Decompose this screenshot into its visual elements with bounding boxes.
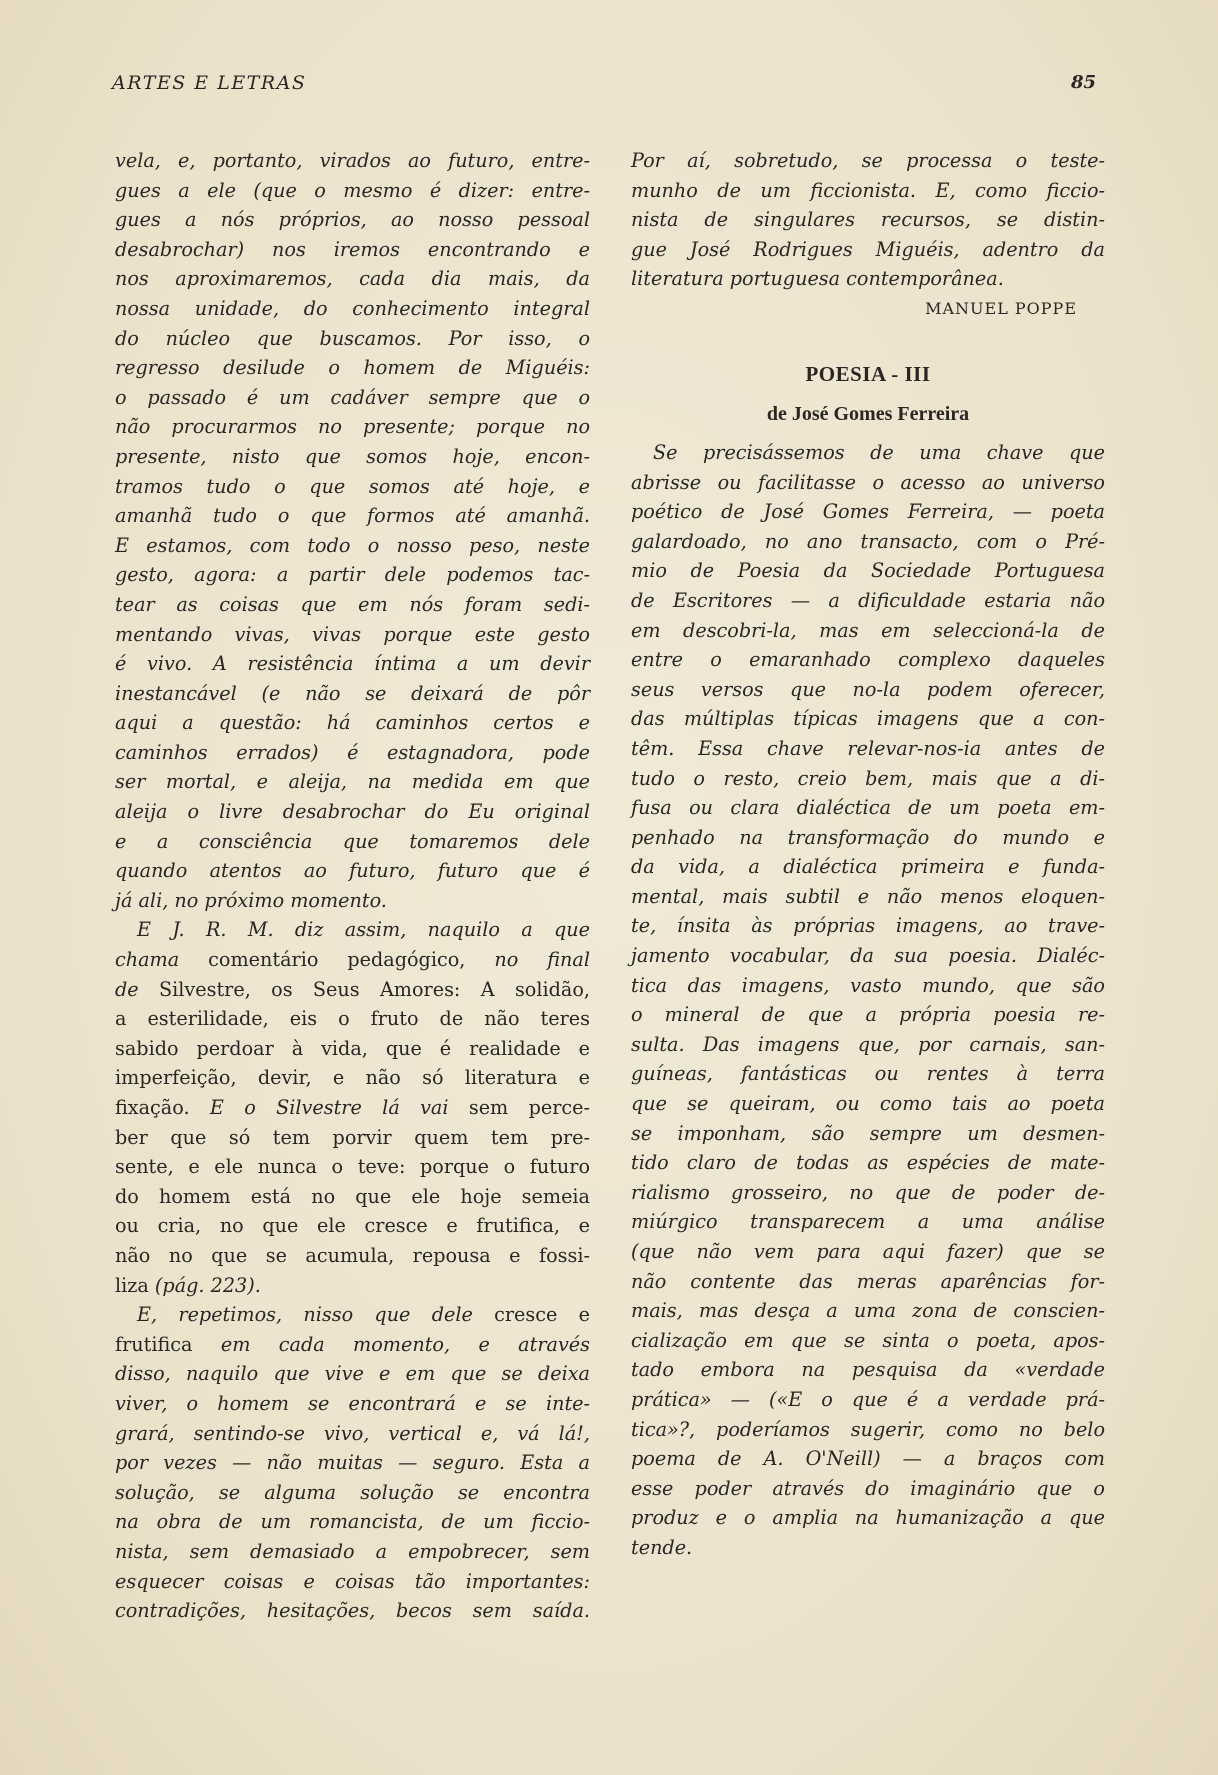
text-line: do homem está no que ele hoje semeia: [115, 1184, 590, 1208]
text-line: tica das imagens, vasto mundo, que são: [631, 973, 1105, 997]
text-line: poema de A. O'Neill) — a braços com: [631, 1447, 1105, 1471]
text-line: [115, 1300, 590, 1330]
text-line: gues a nós próprios, ao nosso pessoal: [115, 208, 590, 232]
text-line: mentando vivas, vivas porque este gesto: [115, 622, 590, 646]
text-line: de Escritores — a dificuldade estaria não: [631, 588, 1105, 612]
section-title: POESIA - III: [805, 361, 931, 386]
right-paragraph-2: [631, 438, 1105, 1563]
section-byline: de José Gomes Ferreira: [766, 402, 970, 425]
text-line: têm. Essa chave relevar-nos-ia antes de: [631, 736, 1105, 760]
text-line: o passado é um cadáver sempre que o: [115, 385, 590, 409]
text-line: nista, sem demasiado a empobrecer, sem: [115, 1539, 590, 1563]
text-line: amanhã tudo o que formos até amanhã.: [115, 504, 590, 528]
text-line: imperfeição, devir, e não só literatura e: [115, 1066, 590, 1090]
text-line: poético de José Gomes Ferreira, — poeta: [631, 500, 1105, 524]
text-line: nista de singulares recursos, se distin-: [631, 208, 1105, 232]
text-line: [115, 975, 590, 1005]
text-line: não procurarmos no presente; porque no: [115, 415, 590, 439]
text-line: já ali, no próximo momento.: [115, 888, 387, 912]
text-line: guíneas, fantásticas ou rentes à terra: [631, 1062, 1105, 1086]
text-line: tado embora na pesquisa da «verdade: [631, 1358, 1105, 1382]
text-run: comentário pedagógico,: [179, 948, 466, 972]
text-line: abrisse ou facilitasse o acesso ao universo: [631, 470, 1105, 494]
text-line: tramos tudo o que somos até hoje, e: [115, 474, 590, 498]
text-line: ou cria, no que ele cresce e frutifica, e: [115, 1214, 590, 1238]
text-run: de: [115, 977, 139, 1001]
text-line: solução, se alguma solução se encontra: [115, 1480, 590, 1504]
text-line: disso, naquilo que vive e em que se deixa: [115, 1362, 590, 1386]
text-line: regresso desilude o homem de Miguéis:: [115, 356, 590, 380]
left-column: [115, 146, 590, 1626]
text-line: tica»?, poderíamos sugerir, como no belo: [631, 1417, 1105, 1441]
text-line: produz e o amplia na humanização a que: [631, 1506, 1105, 1530]
text-line: e a consciência que tomaremos dele: [115, 829, 590, 853]
text-line: grará, sentindo-se vivo, vertical e, vá lá!,: [115, 1421, 590, 1445]
text-line: em descobri-la, mas em seleccioná-la de: [631, 618, 1105, 642]
text-line: [115, 1271, 590, 1301]
text-line: [115, 945, 590, 975]
text-line: que se queiram, ou como tais ao poeta: [631, 1092, 1105, 1116]
text-line: caminhos errados) é estagnadora, pode: [115, 740, 590, 764]
text-line: te, ínsita às próprias imagens, ao trave-: [631, 914, 1105, 938]
text-line: gesto, agora: a partir dele podemos tac-: [115, 563, 590, 587]
text-line: sente, e ele nunca o teve: porque o futuro: [115, 1155, 590, 1179]
text-line: se imponham, são sempre um desmen-: [631, 1121, 1105, 1145]
text-line: ser mortal, e aleija, na medida em que: [115, 770, 590, 794]
text-line: aqui a questão: há caminhos certos e: [115, 711, 590, 735]
text-line: entre o emaranhado complexo daqueles: [631, 648, 1105, 672]
text-run: sem perce-: [448, 1096, 590, 1119]
text-line: aleija o livre desabrochar do Eu original: [115, 800, 590, 824]
text-line: das múltiplas típicas imagens que a con-: [631, 707, 1105, 731]
text-line: quando atentos ao futuro, futuro que é: [115, 859, 590, 883]
left-paragraph-1: [115, 146, 590, 915]
left-paragraph-2: [115, 915, 590, 1300]
text-run: frutifica: [115, 1332, 193, 1356]
text-line: galardoado, no ano transacto, com o Pré-: [631, 529, 1105, 553]
text-line: mental, mais subtil e não menos eloquen-: [631, 884, 1105, 908]
author-signature: MANUEL POPPE: [925, 298, 1077, 318]
text-line: mais, mas desça a uma zona de conscien-: [631, 1299, 1105, 1323]
text-line: esse poder através do imaginário que o: [631, 1476, 1105, 1500]
text-line: tear as coisas que em nós foram sedi-: [115, 592, 590, 616]
text-run: cresce e: [472, 1303, 590, 1327]
left-paragraph-3: [115, 1300, 590, 1626]
text-run: liza: [115, 1273, 149, 1297]
text-line: [115, 1330, 590, 1360]
text-run: chama: [115, 948, 180, 972]
text-line: vela, e, portanto, virados ao futuro, entre-: [115, 149, 590, 172]
text-line: (que não vem para aqui fazer) que se: [631, 1240, 1105, 1263]
text-line: nos aproximaremos, cada dia mais, da: [115, 267, 590, 291]
text-line: munho de um ficcionista. E, como ficcio-: [631, 178, 1105, 202]
text-line: é vivo. A resistência íntima a um devir: [115, 652, 590, 676]
text-line: jamento vocabular, da sua poesia. Dialéc-: [631, 944, 1105, 968]
text-line: rialismo grosseiro, no que de poder de-: [631, 1180, 1105, 1204]
text-line: Por aí, sobretudo, se processa o teste-: [631, 149, 1105, 172]
text-run: Silvestre, os Seus Amores: A solidão,: [138, 977, 590, 1001]
text-line: na obra de um romancista, de um ficcio-: [115, 1510, 590, 1534]
text-line: do núcleo que buscamos. Por isso, o: [115, 326, 590, 350]
text-line: inestancável (e não se deixará de pôr: [115, 681, 590, 705]
text-line: penhado na transformação do mundo e: [631, 825, 1105, 849]
text-line: seus versos que no-la podem oferecer,: [631, 677, 1105, 701]
text-line: fusa ou clara dialéctica de um poeta em-: [631, 796, 1105, 820]
text-line: mio de Poesia da Sociedade Portuguesa: [631, 559, 1105, 583]
text-line: Se precisássemos de uma chave que: [653, 440, 1105, 464]
text-run: no final: [465, 948, 590, 972]
text-line: da vida, a dialéctica primeira e funda-: [631, 855, 1105, 879]
text-line: o mineral de que a própria poesia re-: [631, 1003, 1105, 1027]
text-line: tende.: [631, 1535, 693, 1559]
text-run: E o Silvestre lá vai: [189, 1096, 449, 1119]
text-run: (pág. 223).: [148, 1273, 261, 1297]
text-line: E estamos, com todo o nosso peso, neste: [115, 533, 590, 557]
text-line: tudo o resto, creio bem, mais que a di-: [631, 766, 1105, 790]
text-line: sulta. Das imagens que, por carnais, san-: [631, 1032, 1105, 1056]
text-line: ber que só tem porvir quem tem pre-: [115, 1125, 590, 1149]
running-title: ARTES E LETRAS: [112, 72, 307, 94]
text-line: a esterilidade, eis o fruto de não teres: [115, 1007, 590, 1031]
page-number: 85: [1070, 72, 1096, 93]
text-run: E, repetimos, nisso que dele: [137, 1303, 473, 1327]
text-run: fixação.: [115, 1096, 190, 1119]
text-line: desabrochar) nos iremos encontrando e: [115, 237, 590, 261]
text-line: viver, o homem se encontrará e se inte-: [115, 1391, 590, 1415]
text-line: gue José Rodrigues Miguéis, adentro da: [631, 237, 1105, 261]
text-line: literatura portuguesa contemporânea.: [631, 267, 1004, 291]
text-line: presente, nisto que somos hoje, encon-: [115, 444, 590, 468]
text-line: nossa unidade, do conhecimento integral: [115, 296, 590, 320]
text-line: tido claro de todas as espécies de mate-: [631, 1151, 1105, 1175]
right-paragraph-1: [631, 146, 1105, 294]
text-line: [115, 1093, 590, 1123]
right-column: [631, 146, 1105, 1563]
text-line: miúrgico transparecem a uma análise: [631, 1210, 1105, 1234]
text-line: não no que se acumula, repousa e fossi-: [115, 1243, 590, 1267]
text-run: em cada momento, e através: [192, 1332, 590, 1356]
text-line: esquecer coisas e coisas tão importantes:: [115, 1569, 590, 1593]
text-line: sabido perdoar à vida, que é realidade e: [115, 1036, 590, 1060]
text-line: cialização em que se sinta o poeta, apos-: [631, 1328, 1105, 1352]
text-line: gues a ele (que o mesmo é dizer: entre-: [115, 178, 590, 202]
page-header: [112, 72, 1096, 102]
text-line: contradições, hesitações, becos sem saída.: [115, 1599, 590, 1623]
text-line: E J. R. M. diz assim, naquilo a que: [137, 918, 590, 942]
text-line: não contente das meras aparências for-: [631, 1269, 1105, 1293]
text-line: por vezes — não muitas — seguro. Esta a: [115, 1451, 590, 1475]
text-line: prática» — («E o que é a verdade prá-: [631, 1387, 1105, 1411]
